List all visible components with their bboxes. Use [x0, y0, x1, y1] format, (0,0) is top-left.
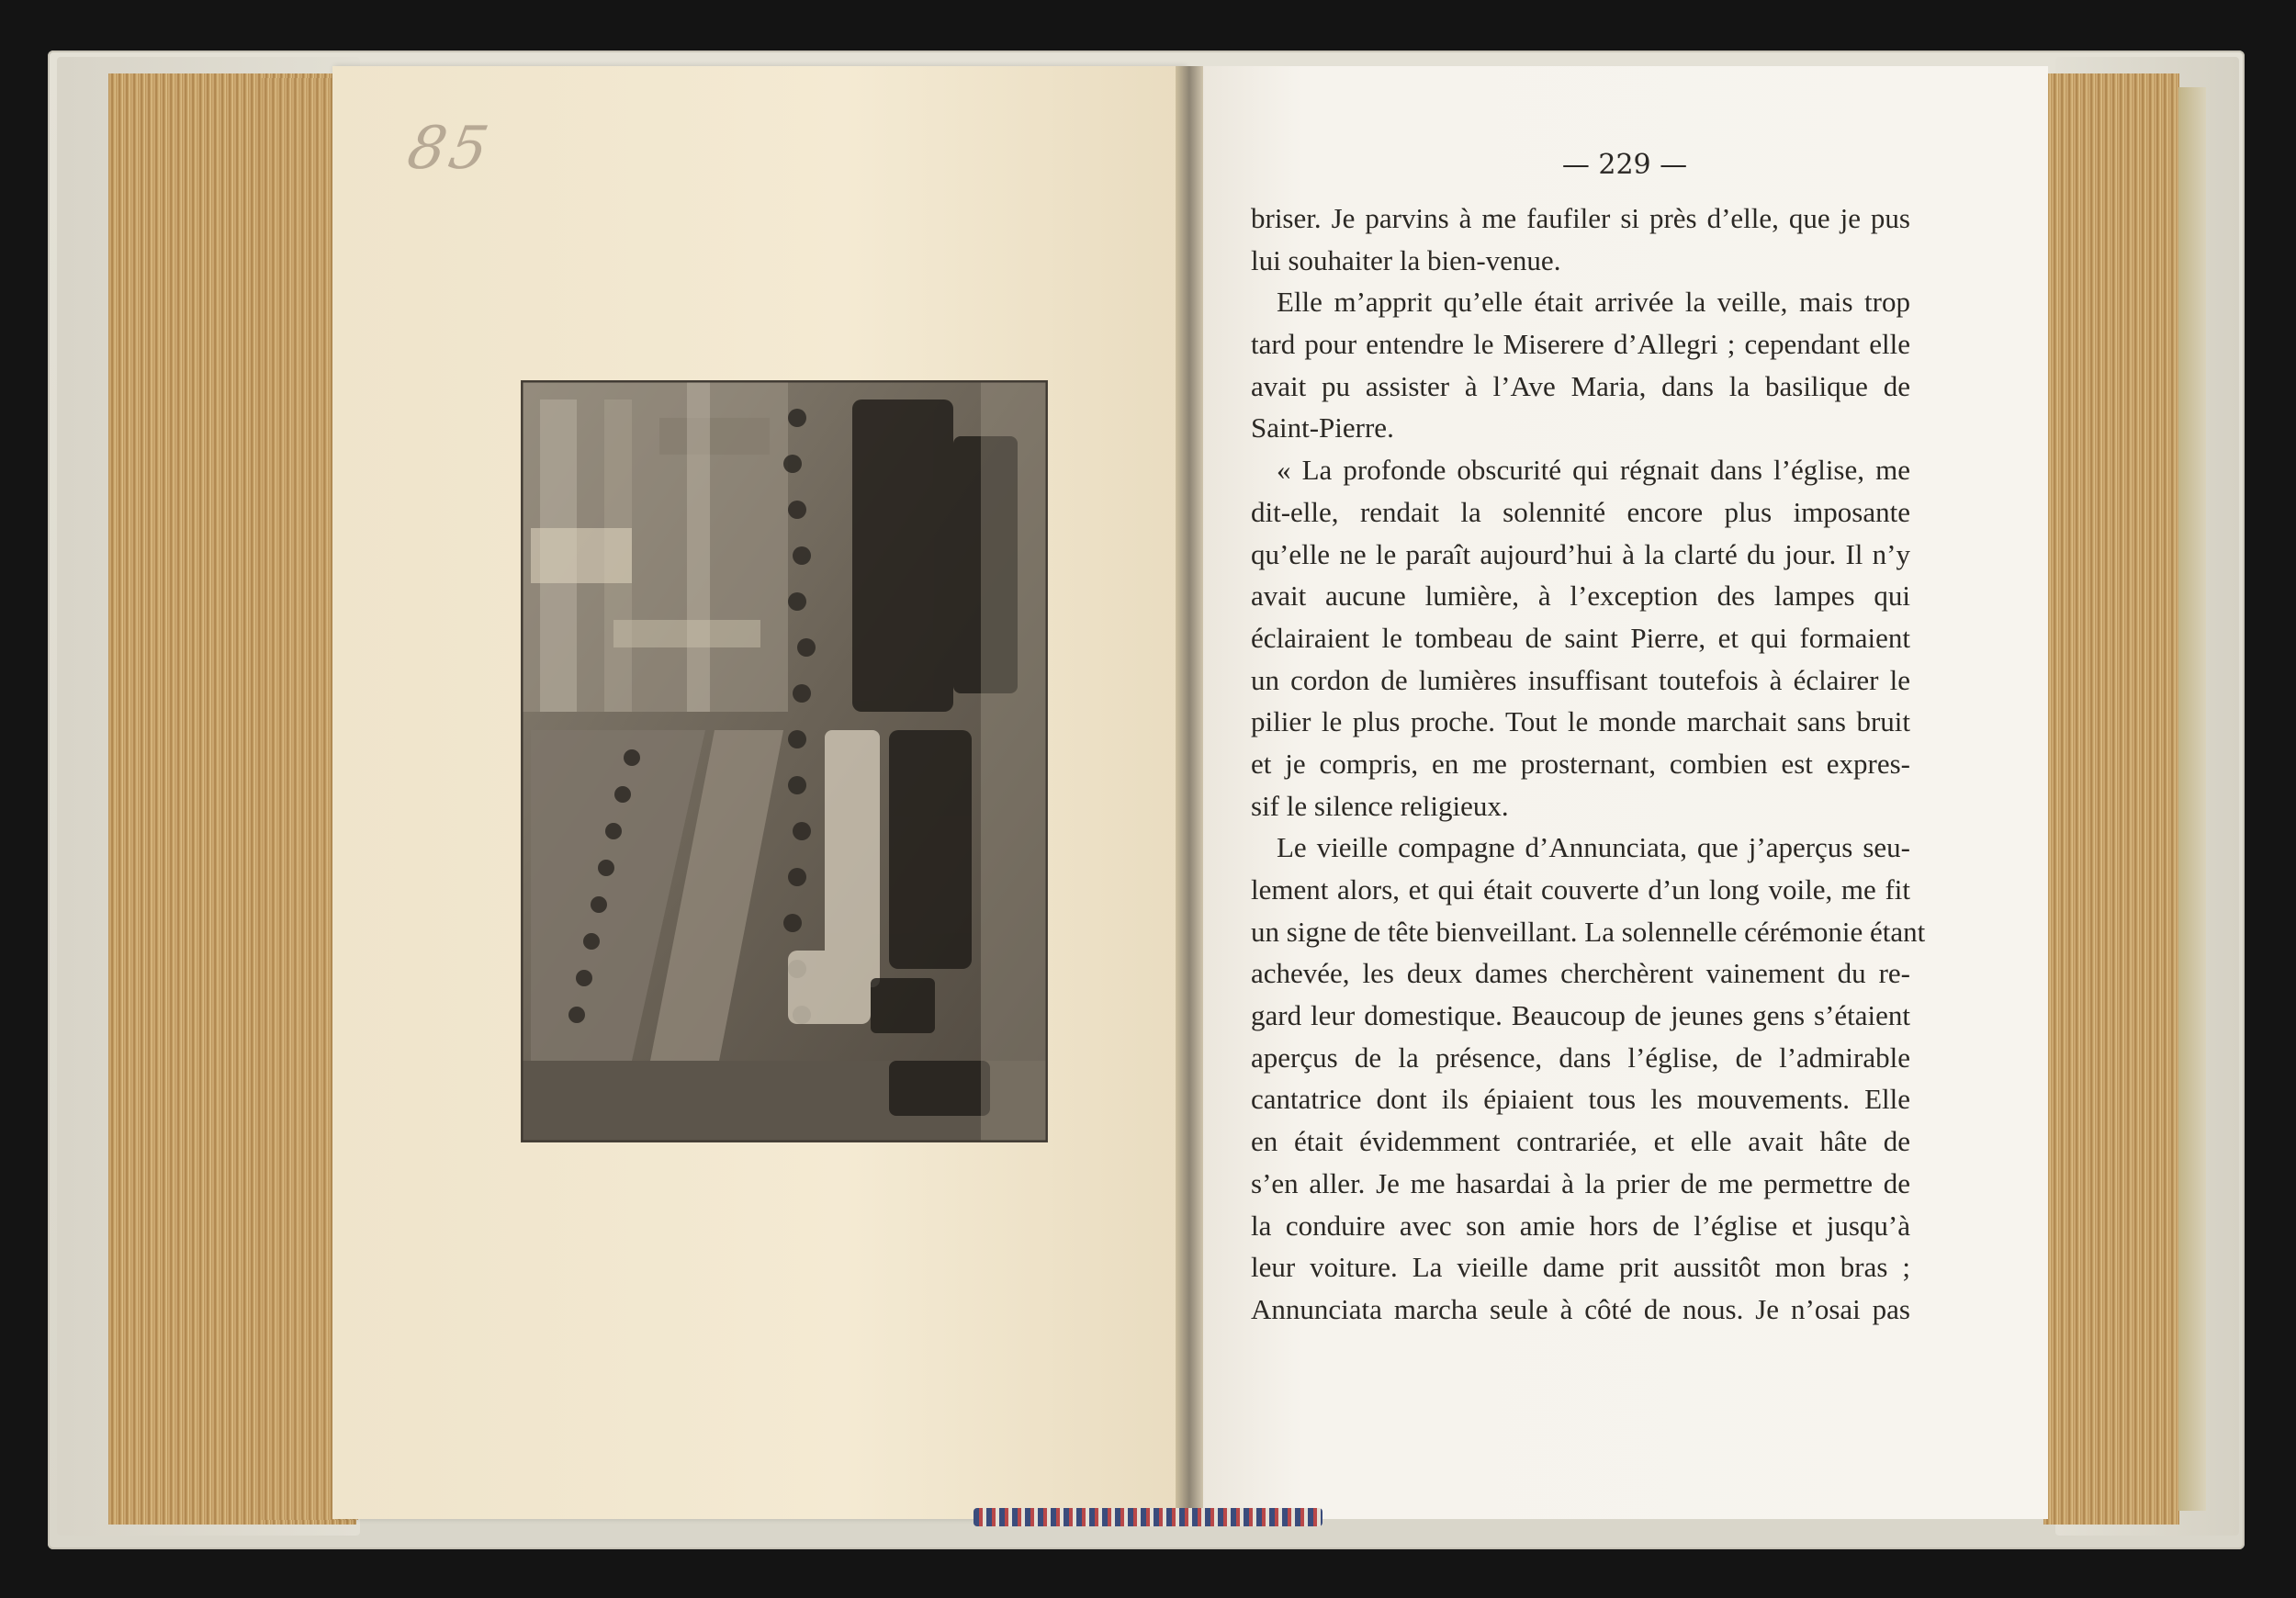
page-number: — 229 — [1561, 149, 1688, 181]
page-edges-right-outer [2178, 87, 2206, 1511]
photograph-image [522, 381, 1047, 1142]
text-line: « La profonde obscurité qui régnait dans l’église, me [1277, 454, 1910, 487]
text-line: cantatrice dont ils épiaient tous les mouvements. Elle [1251, 1083, 1910, 1116]
spine-thread [974, 1508, 1322, 1526]
text-line: avait aucune lumière, à l’exception des lampes qui [1251, 580, 1910, 613]
page-edges-right [2043, 73, 2179, 1525]
text-line: dit-elle, rendait la solennité encore plus imposante [1251, 495, 1910, 528]
pencil-page-number: 85 [402, 115, 497, 183]
text-line: en était évidemment contrariée, et elle avait hâte de [1251, 1125, 1910, 1158]
text-line: qu’elle ne le paraît aujourd’hui à la clarté du jour. Il n’y [1251, 537, 1910, 570]
text-line: un signe de tête bienveillant. La solennelle cérémonie étant [1251, 915, 1926, 948]
text-line: briser. Je parvins à me faufiler si près d’elle, que je pus [1251, 202, 1910, 234]
book-gutter [1176, 66, 1203, 1519]
text-line: achevée, les deux dames cherchèrent vainement du re- [1251, 957, 1910, 990]
text-line: s’en aller. Je me hasardai à la prier de me permettre de [1251, 1166, 1910, 1199]
text-line: la conduire avec son amie hors de l’église et jusqu’à [1251, 1209, 1910, 1242]
tipped-in-photograph [522, 381, 1047, 1142]
text-line: avait pu assister à l’Ave Maria, dans la basilique de [1251, 369, 1910, 402]
text-line: Le vieille compagne d’Annunciata, que j’aperçus seu- [1277, 831, 1910, 864]
text-line: tard pour entendre le Miserere d’Allegri ; cependant elle [1251, 328, 1910, 361]
text-line: sif le silence religieux. [1251, 789, 1509, 822]
text-line: un cordon de lumières insuffisant toutefois à éclairer le [1251, 663, 1910, 696]
text-line: leur voiture. La vieille dame prit aussitôt mon bras ; [1251, 1251, 1910, 1284]
text-line: Annunciata marcha seule à côté de nous. Je n’osai pas [1251, 1292, 1910, 1325]
body-text [1251, 197, 1926, 1331]
text-line: Saint-Pierre. [1251, 411, 1394, 445]
text-line: aperçus de la présence, dans l’église, de l’admirable [1251, 1041, 1910, 1074]
text-line: et je compris, en me prosternant, combien est expres- [1251, 747, 1910, 780]
text-line: Elle m’apprit qu’elle était arrivée la veille, mais trop [1277, 286, 1910, 319]
text-line: lui souhaiter la bien-venue. [1251, 243, 1561, 276]
text-line: pilier le plus proche. Tout le monde marchait sans bruit [1251, 705, 1910, 738]
text-line: lement alors, et qui était couverte d’un long voile, me fit [1251, 873, 1910, 906]
text-line: gard leur domestique. Beaucoup de jeunes gens s’étaient [1251, 999, 1910, 1032]
text-line: éclairaient le tombeau de saint Pierre, et qui formaient [1251, 621, 1910, 654]
